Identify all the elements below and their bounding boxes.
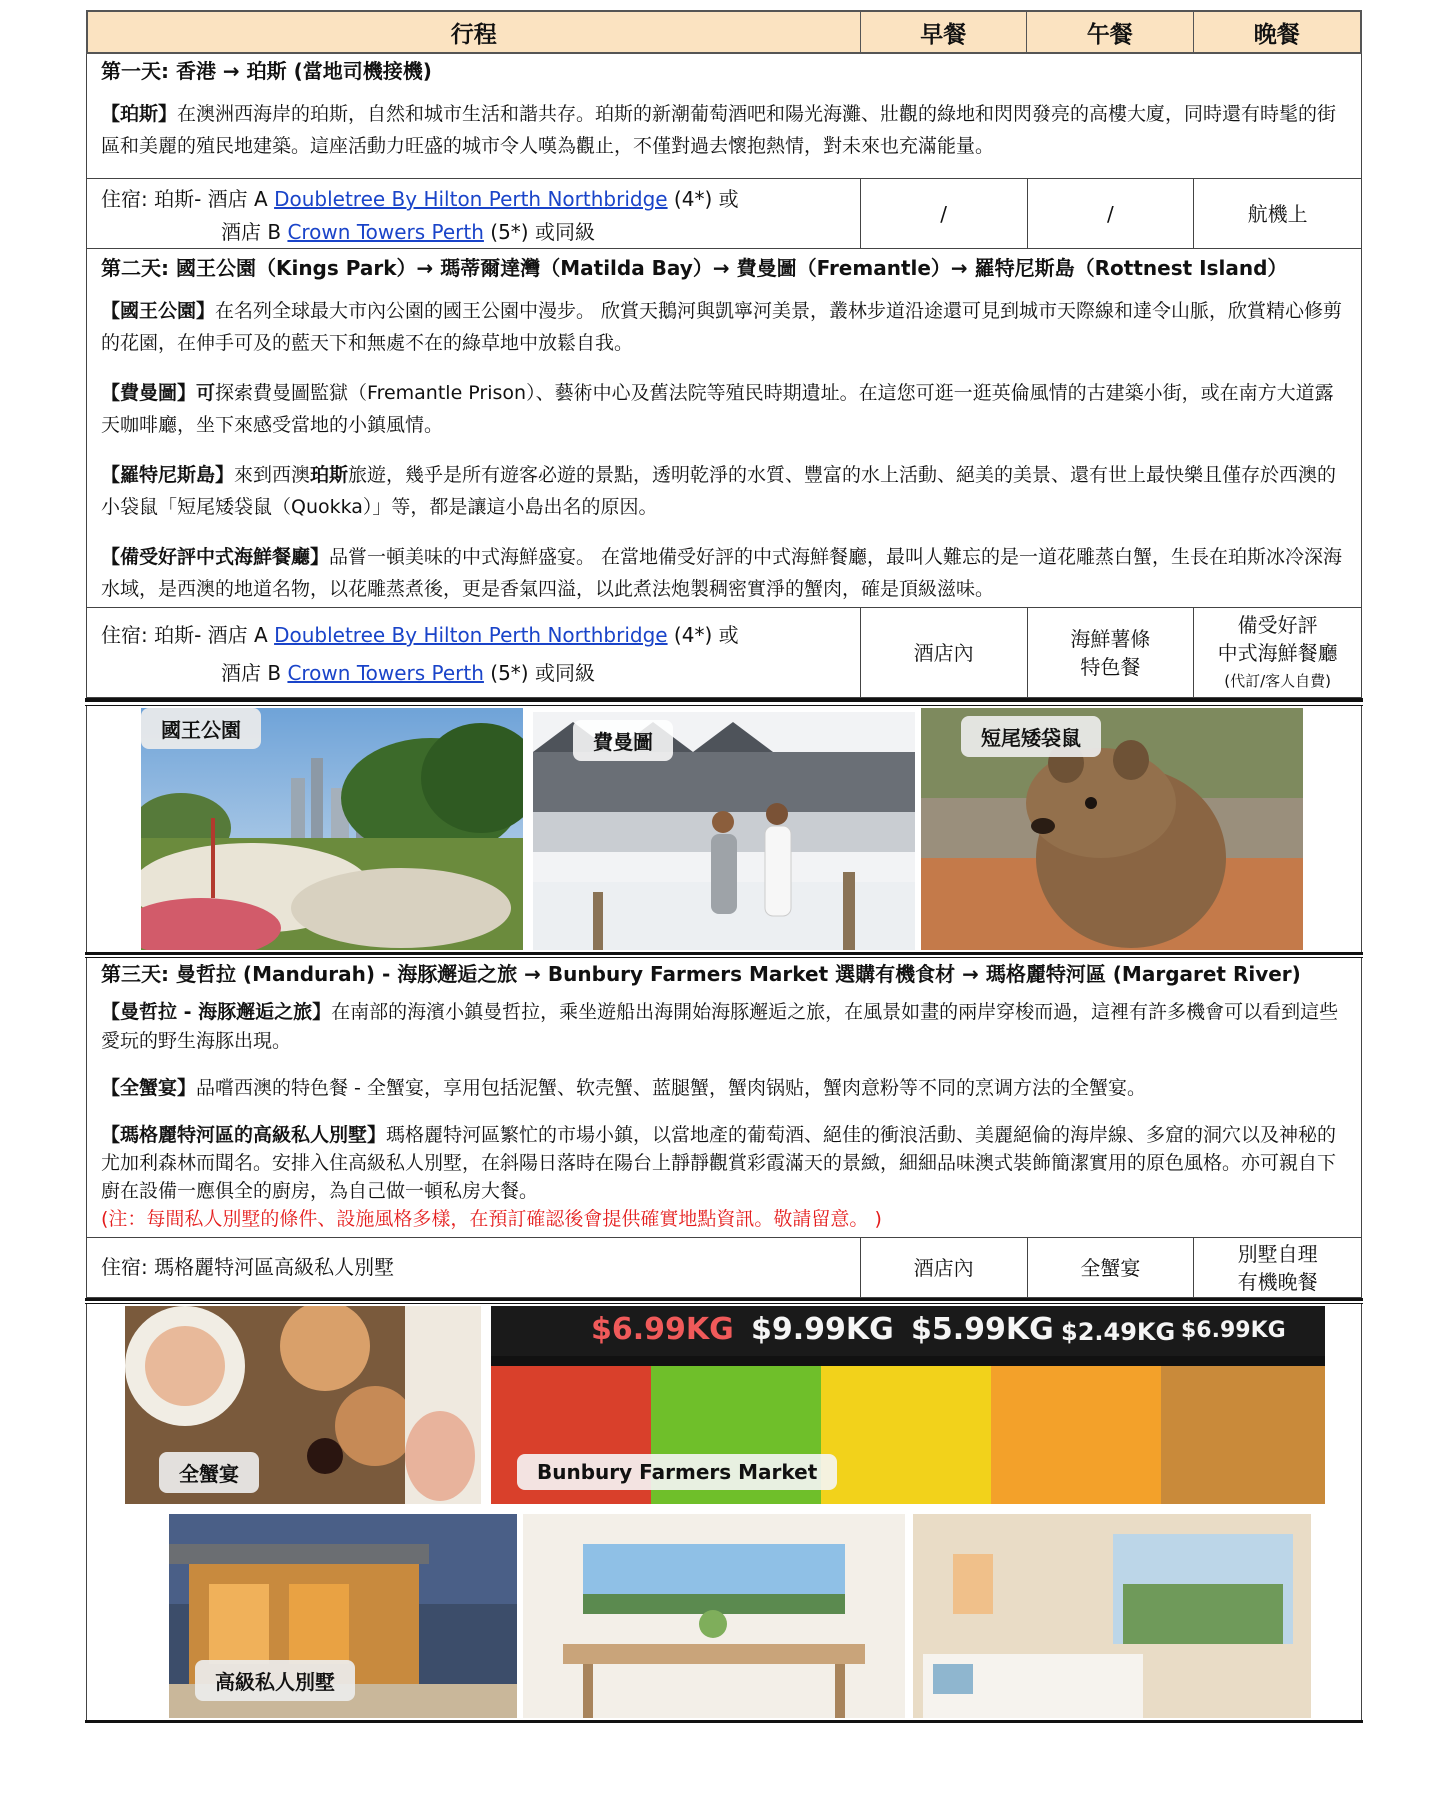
price-sign-2: $9.99KG <box>751 1312 894 1347</box>
kings-park-label: 國王公園 <box>141 708 261 749</box>
day2-dinner-line3: (代訂/客人自費) <box>1224 671 1332 690</box>
day3-dinner-line2: 有機晚餐 <box>1237 1269 1318 1294</box>
day2-seafood-text: 品嘗一頓美味的中式海鮮盛宴。 在當地備受好評的中式海鮮餐廳，最叫人難忘的是一道花雕蒸白蟹，生長在珀斯冰冷深海水域，是西澳的地道名物，以花雕蒸煮後，更是香氣四溢，以此煮法炮製稠密實淨的蟹肉，確是頂級滋味。 <box>101 546 1343 600</box>
day2-lunch-line1: 海鮮薯條 <box>1070 626 1151 651</box>
header-breakfast: 早餐 <box>861 12 1027 52</box>
quokka-label: 短尾矮袋鼠 <box>961 716 1101 757</box>
crab-feast-label: 全蟹宴 <box>159 1452 259 1493</box>
kings-park-photo <box>141 708 523 950</box>
day1-hotel-b-prefix: 酒店 B <box>221 220 288 244</box>
day3-dinner-line1: 別墅自理 <box>1237 1241 1318 1266</box>
day2-section <box>86 249 1362 698</box>
day1-perth-text: 在澳洲西海岸的珀斯，自然和城市生活和諧共存。珀斯的新潮葡萄酒吧和陽光海灘、壯觀的綠地和閃閃發亮的高樓大廈，同時還有時髦的街區和美麗的殖民地建築。這座活動力旺盛的城市令人嘆為觀止，不僅對過去懷抱熱情，對未來也充滿能量。 <box>101 103 1337 157</box>
photo-strip-2 <box>86 1304 1362 1720</box>
header-itinerary: 行程 <box>88 12 861 52</box>
day2-fremantle-paragraph <box>87 359 1361 441</box>
day1-stay-row <box>87 178 1361 248</box>
day2-kingspark-paragraph <box>87 287 1361 359</box>
day2-lunch-line2: 特色餐 <box>1080 654 1141 679</box>
day2-kingspark-heading: 【國王公園】 <box>101 300 216 322</box>
table-header <box>86 10 1362 54</box>
day2-rottnest-text-a: 來到西澳 <box>234 464 311 486</box>
price-sign-4: $2.49KG <box>1061 1318 1176 1346</box>
day3-villa-heading: 【瑪格麗特河區的高級私人別墅】 <box>101 1124 387 1146</box>
fremantle-label: 費曼圖 <box>573 720 673 761</box>
price-sign-3: $5.99KG <box>911 1312 1054 1347</box>
day2-dinner-line2: 中式海鮮餐廳 <box>1217 640 1338 665</box>
villa-bedroom-photo <box>913 1514 1311 1718</box>
market-photo <box>491 1306 1325 1504</box>
fremantle-photo <box>533 712 915 950</box>
header-lunch: 午餐 <box>1027 12 1193 52</box>
villa-dining-image <box>523 1514 905 1718</box>
header-dinner: 晚餐 <box>1253 21 1300 48</box>
day3-section <box>86 958 1362 1298</box>
day2-rottnest-heading: 【羅特尼斯島】 <box>101 464 235 486</box>
day2-breakfast: 酒店內 <box>861 608 1028 697</box>
villa-dining-photo <box>523 1514 905 1718</box>
day2-lunch <box>1028 608 1195 697</box>
photo-strip-1 <box>86 706 1362 952</box>
villa-bedroom-image <box>913 1514 1311 1718</box>
day2-rottnest-bold: 珀斯 <box>310 464 349 486</box>
day2-fremantle-text: 探索費曼圖監獄（Fremantle Prison）、藝術中心及舊法院等殖民時期遺址。在這您可逛一逛英倫風情的古建築小街，或在南方大道露天咖啡廳，坐下來感受當地的小鎮風情。 <box>101 382 1334 436</box>
day2-hotel-b-star: (5*) 或同級 <box>483 661 595 685</box>
day3-mandurah-heading: 【曼哲拉 - 海豚邂逅之旅】 <box>101 1001 332 1023</box>
day3-stay-row <box>87 1237 1361 1297</box>
villa-label: 高級私人別墅 <box>195 1660 355 1701</box>
villa-exterior-photo <box>169 1514 517 1718</box>
day3-crab-heading: 【全蟹宴】 <box>101 1077 197 1099</box>
day3-mandurah-text: 在南部的海濱小鎮曼哲拉，乘坐遊船出海開始海豚邂逅之旅，在風景如畫的兩岸穿梭而過，這裡有許多機會可以看到這些愛玩的野生海豚出現。 <box>101 1001 1339 1052</box>
quokka-photo <box>921 708 1303 950</box>
day3-lunch: 全蟹宴 <box>1028 1238 1195 1297</box>
day2-hotel-b-prefix: 酒店 B <box>221 661 288 685</box>
day1-stay-prefix: 住宿: 珀斯- 酒店 A <box>101 187 275 211</box>
day1-section <box>86 54 1362 249</box>
day2-hotel-a-star: (4*) 或 <box>667 623 739 647</box>
day2-stay-prefix: 住宿: 珀斯- 酒店 A <box>101 623 275 647</box>
day1-perth-paragraph <box>87 88 1361 178</box>
section-divider <box>85 1720 1363 1726</box>
day2-seafood-heading: 【備受好評中式海鮮餐廳】 <box>101 546 330 568</box>
day1-dinner: 航機上 <box>1247 201 1308 226</box>
day3-mandurah-paragraph <box>87 990 1361 1056</box>
day1-lunch: / <box>1028 179 1195 248</box>
day1-hotel-a-link[interactable]: Doubletree By Hilton Perth Northbridge <box>274 187 668 211</box>
day2-seafood-paragraph <box>87 523 1361 607</box>
day3-accommodation: 住宿: 瑪格麗特河區高級私人別墅 <box>87 1238 861 1297</box>
day3-breakfast: 酒店內 <box>861 1238 1028 1297</box>
day1-hotel-b-link[interactable]: Crown Towers Perth <box>287 220 484 244</box>
day1-accommodation <box>87 179 861 248</box>
day1-hotel-b-star: (5*) 或同級 <box>483 220 595 244</box>
day2-rottnest-text-b: 旅遊，幾乎是所有遊客必遊的景點，透明乾淨的水質、豐富的水上活動、絕美的美景、還有世上最快樂且僅存於西澳的小袋鼠「短尾矮袋鼠（Quokka）」等，都是讓這小島出名的原因。 <box>101 464 1337 518</box>
section-divider <box>85 698 1363 706</box>
day2-dinner <box>1194 608 1361 697</box>
day3-crab-text: 品嚐西澳的特色餐 - 全蟹宴，享用包括泥蟹、软壳蟹、蓝腿蟹，蟹肉锅贴，蟹肉意粉等不同的烹调方法的全蟹宴。 <box>196 1077 1146 1099</box>
price-sign-5: $6.99KG <box>1181 1318 1286 1343</box>
day3-villa-paragraph <box>87 1103 1361 1205</box>
day1-breakfast: / <box>861 179 1028 248</box>
day2-rottnest-paragraph <box>87 441 1361 523</box>
price-sign-1: $6.99KG <box>591 1312 734 1347</box>
day2-kingspark-text: 在名列全球最大市內公園的國王公園中漫步。 欣賞天鵝河與凱寧河美景，叢林步道沿途還可見到城市天際線和達令山脈，欣賞精心修剪的花園，在伸手可及的藍天下和無處不在的綠草地中放鬆自我。 <box>101 300 1343 354</box>
market-label: Bunbury Farmers Market <box>517 1454 837 1490</box>
day3-villa-text: 瑪格麗特河區繁忙的市場小鎮，以當地產的葡萄酒、絕佳的衝浪活動、美麗絕倫的海岸線、多窟的洞穴以及神秘的尤加利森林而聞名。安排入住高級私人別墅，在斜陽日落時在陽台上靜靜觀賞彩霞滿天的景緻，細細品味澳式裝飾簡潔實用的原色風格。亦可親自下廚在設備一應俱全的廚房，為自己做一頓私房大餐。 <box>101 1124 1337 1202</box>
day2-stay-row <box>87 607 1361 697</box>
day3-dinner <box>1194 1238 1361 1297</box>
day2-hotel-b-link[interactable]: Crown Towers Perth <box>287 661 484 685</box>
day1-title: 第一天: 香港 → 珀斯 (當地司機接機) <box>101 59 432 83</box>
crab-feast-photo <box>125 1306 481 1504</box>
day2-fremantle-heading: 【費曼圖】可 <box>101 382 216 404</box>
day2-hotel-a-link[interactable]: Doubletree By Hilton Perth Northbridge <box>274 623 668 647</box>
day1-hotel-a-star: (4*) 或 <box>667 187 739 211</box>
day1-perth-heading: 【珀斯】 <box>101 103 178 125</box>
day2-title: 第二天: 國王公園（Kings Park）→ 瑪蒂爾達灣（Matilda Bay）→ 費曼圖（Fremantle）→ 羅特尼斯島（Rottnest Island） <box>101 256 1288 280</box>
day3-crab-paragraph <box>87 1056 1361 1103</box>
day2-accommodation <box>87 608 861 697</box>
day2-dinner-line1: 備受好評 <box>1237 612 1318 637</box>
itinerary-table <box>86 10 1362 1726</box>
day3-villa-note: (注：每間私人別墅的條件、設施風格多樣，在預訂確認後會提供確實地點資訊。敬請留意。 ) <box>101 1208 882 1230</box>
day3-title: 第三天: 曼哲拉 (Mandurah) - 海豚邂逅之旅 → Bunbury Farmers Market 選購有機食材 → 瑪格麗特河區 (Margaret River) <box>101 962 1301 986</box>
